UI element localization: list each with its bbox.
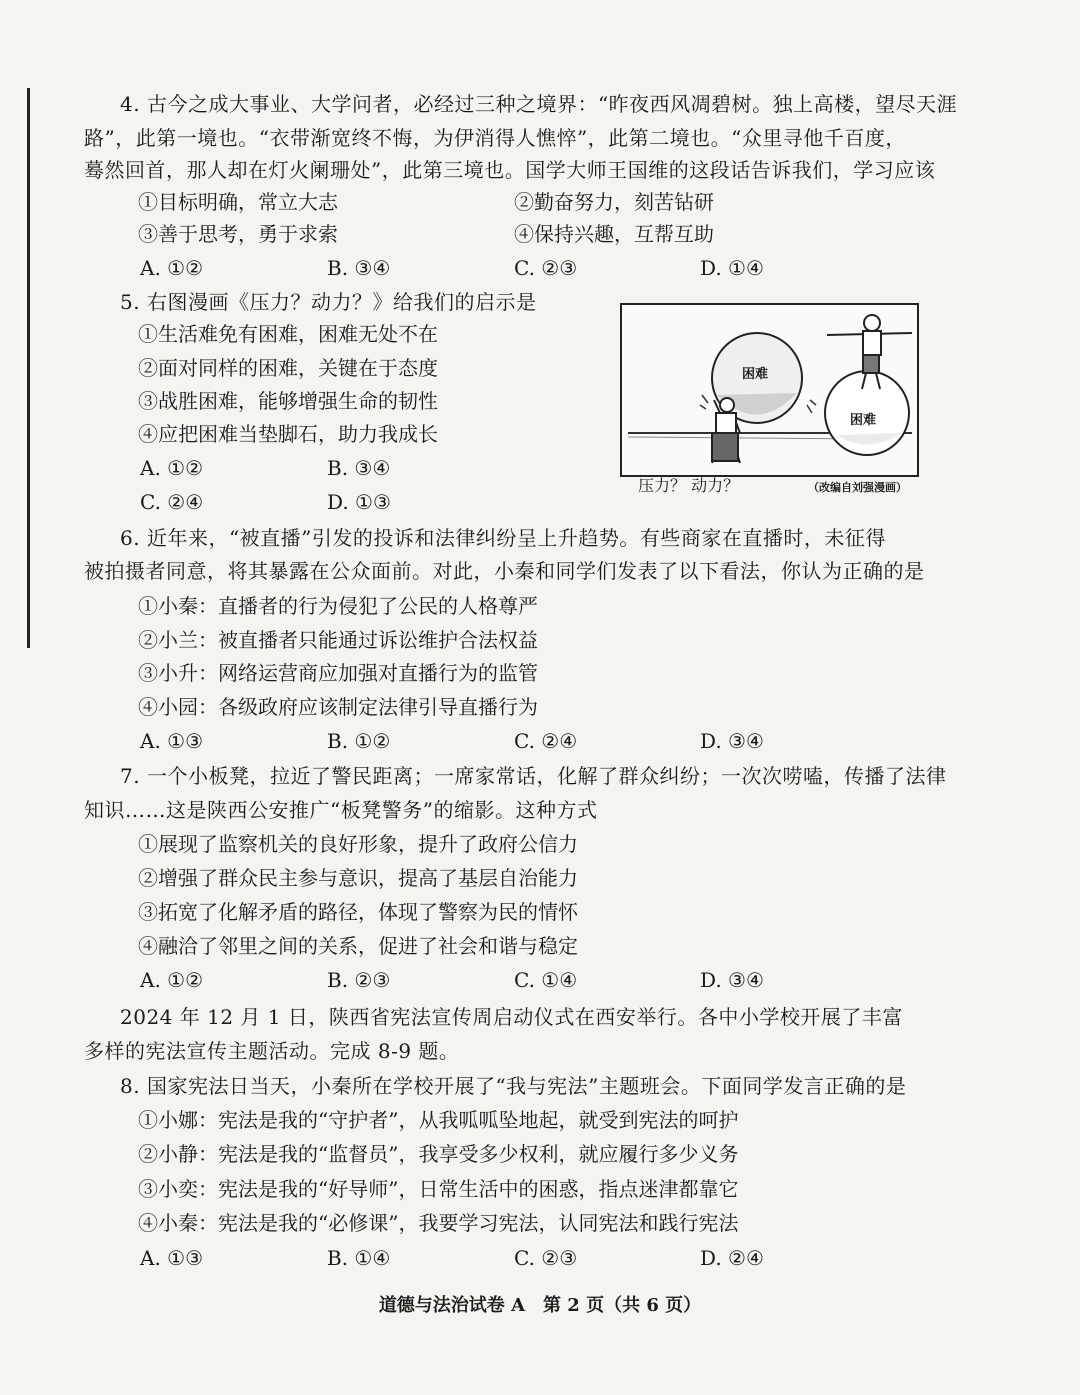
- q5-choice-b: B. ③④: [327, 456, 391, 480]
- q5-statement-4: ④应把困难当垫脚石，助力我成长: [138, 422, 438, 446]
- q4-stem-line-1: 4. 古今之成大事业、大学问者，必经过三种之境界：“昨夜西风凋碧树。独上高楼，望尽天涯: [120, 92, 958, 116]
- q8-choice-c: C. ②③: [514, 1246, 578, 1270]
- comic-caption: 压力？ 动力？: [638, 476, 740, 495]
- q8-choice-d: D. ②④: [700, 1246, 764, 1270]
- q5-choice-a: A. ①②: [140, 456, 204, 480]
- q6-choice-a: A. ①③: [140, 729, 204, 753]
- q4-statement-1: ①目标明确，常立大志: [138, 190, 338, 214]
- q8-choice-a: A. ①③: [140, 1246, 204, 1270]
- left-ball-label: 困难: [742, 367, 769, 382]
- q7-stem-line-1: 7. 一个小板凳，拉近了警民距离；一席家常话，化解了群众纠纷；一次次唠嗑，传播了法律: [120, 764, 947, 788]
- q5-stem: 5. 右图漫画《压力？动力？》给我们的启示是: [120, 290, 537, 314]
- q4-statement-2: ②勤奋努力，刻苦钻研: [514, 190, 714, 214]
- q7-statement-3: ③拓宽了化解矛盾的路径，体现了警察为民的情怀: [138, 900, 578, 924]
- q4-choice-a: A. ①②: [140, 256, 204, 280]
- q4-stem-line-2: 路”，此第一境也。“衣带渐宽终不悔，为伊消得人憔悴”，此第二境也。“众里寻他千百度，: [84, 126, 906, 150]
- q6-stem-line-2: 被拍摄者同意，将其暴露在公众面前。对此，小秦和同学们发表了以下看法，你认为正确的是: [84, 559, 925, 583]
- q4-statement-3: ③善于思考，勇于求索: [138, 222, 338, 246]
- comic-pressure-motivation: [620, 303, 919, 477]
- page-footer: 道德与法治试卷 A 第 2 页（共 6 页）: [378, 1295, 702, 1316]
- q8-choice-b: B. ①④: [327, 1246, 391, 1270]
- binding-edge-line: [27, 88, 30, 648]
- q4-choice-b: B. ③④: [327, 256, 391, 280]
- q6-statement-2: ②小兰：被直播者只能通过诉讼维护合法权益: [138, 628, 538, 652]
- q4-choice-d: D. ①④: [700, 256, 764, 280]
- intro-8-9-line-1: 2024 年 12 月 1 日，陕西省宪法宣传周启动仪式在西安举行。各中小学校开展了丰富: [120, 1005, 903, 1029]
- q5-statement-3: ③战胜困难，能够增强生命的韧性: [138, 389, 438, 413]
- q8-statement-4: ④小秦：宪法是我的“必修课”，我要学习宪法，认同宪法和践行宪法: [138, 1211, 739, 1235]
- q8-statement-3: ③小奕：宪法是我的“好导师”，日常生活中的困惑，指点迷津都靠它: [138, 1177, 739, 1201]
- q5-statement-1: ①生活难免有困难，困难无处不在: [138, 322, 438, 346]
- q4-stem-line-3: 蓦然回首，那人却在灯火阑珊处”，此第三境也。国学大师王国维的这段话告诉我们，学习应该: [84, 158, 936, 182]
- q7-statement-1: ①展现了监察机关的良好形象，提升了政府公信力: [138, 832, 578, 856]
- q7-choice-b: B. ②③: [327, 968, 391, 992]
- comic-source: （改编自刘强漫画）: [808, 481, 907, 494]
- q7-choice-c: C. ①④: [514, 968, 578, 992]
- q5-choice-c: C. ②④: [140, 490, 204, 514]
- q6-statement-3: ③小升：网络运营商应加强对直播行为的监管: [138, 661, 538, 685]
- q6-statement-4: ④小园：各级政府应该制定法律引导直播行为: [138, 695, 538, 719]
- q8-statement-2: ②小静：宪法是我的“监督员”，我享受多少权利，就应履行多少义务: [138, 1142, 739, 1166]
- q4-choice-c: C. ②③: [514, 256, 578, 280]
- q7-statement-4: ④融洽了邻里之间的关系，促进了社会和谐与稳定: [138, 934, 578, 958]
- q7-statement-2: ②增强了群众民主参与意识，提高了基层自治能力: [138, 866, 578, 890]
- q6-stem-line-1: 6. 近年来，“被直播”引发的投诉和法律纠纷呈上升趋势。有些商家在直播时，未征得: [120, 526, 886, 550]
- q6-choice-c: C. ②④: [514, 729, 578, 753]
- q5-statement-2: ②面对同样的困难，关键在于态度: [138, 356, 438, 380]
- q6-choice-d: D. ③④: [700, 729, 764, 753]
- q6-statement-1: ①小秦：直播者的行为侵犯了公民的人格尊严: [138, 594, 538, 618]
- right-ball-label: 困难: [850, 413, 877, 428]
- q7-choice-a: A. ①②: [140, 968, 204, 992]
- q7-stem-line-2: 知识……这是陕西公安推广“板凳警务”的缩影。这种方式: [84, 798, 598, 822]
- q6-choice-b: B. ①②: [327, 729, 391, 753]
- q5-choice-d: D. ①③: [327, 490, 391, 514]
- q4-statement-4: ④保持兴趣，互帮互助: [514, 222, 714, 246]
- q8-statement-1: ①小娜：宪法是我的“守护者”，从我呱呱坠地起，就受到宪法的呵护: [138, 1108, 739, 1132]
- q7-choice-d: D. ③④: [700, 968, 764, 992]
- intro-8-9-line-2: 多样的宪法宣传主题活动。完成 8-9 题。: [84, 1039, 460, 1063]
- q8-stem: 8. 国家宪法日当天，小秦所在学校开展了“我与宪法”主题班会。下面同学发言正确的是: [120, 1074, 907, 1098]
